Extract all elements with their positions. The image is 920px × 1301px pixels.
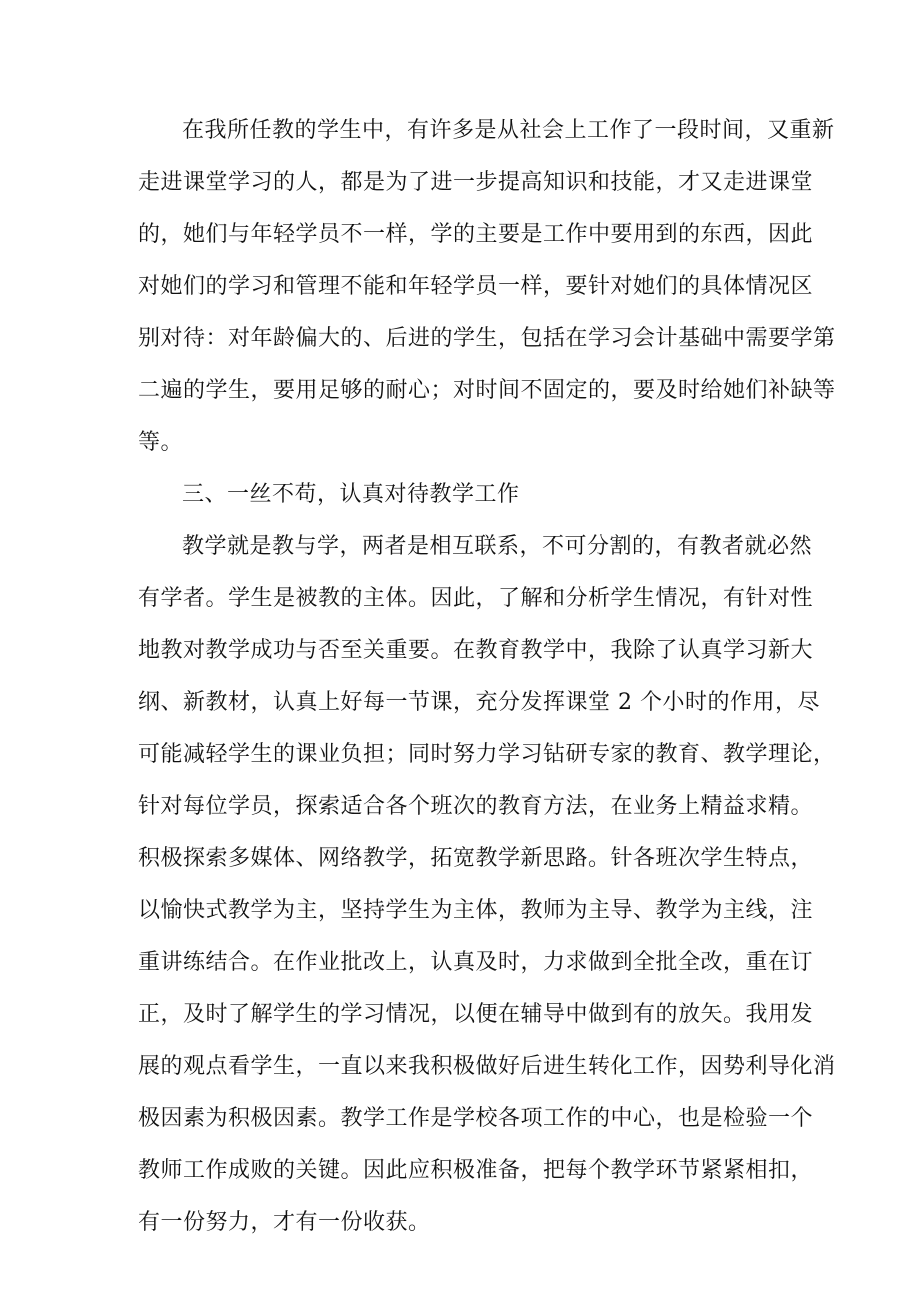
paragraph-2-line-6: 针对每位学员，探索适合各个班次的教育方法，在业务上精益求精。 [138, 794, 814, 819]
paragraph-2-line-1: 教学就是教与学，两者是相互联系，不可分割的，有教者就必然 [182, 534, 813, 559]
paragraph-2-line-7: 积极探索多媒体、网络教学，拓宽教学新思路。针各班次学生特点， [138, 846, 814, 871]
paragraph-2-line-12: 极因素为积极因素。教学工作是学校各项工作的中心，也是检验一个 [138, 1106, 814, 1131]
paragraph-2-line-8: 以愉快式教学为主，坚持学生为主体，教师为主导、教学为主线，注 [138, 898, 814, 923]
paragraph-2-line-13: 教师工作成败的关键。因此应积极准备，把每个教学环节紧紧相扣， [138, 1158, 814, 1183]
paragraph-1-line-2: 走进课堂学习的人，都是为了进一步提高知识和技能，才又走进课堂 [138, 170, 814, 195]
paragraph-2-line-10: 正，及时了解学生的学习情况，以便在辅导中做到有的放矢。我用发 [138, 1002, 814, 1027]
paragraph-2-line-2: 有学者。学生是被教的主体。因此，了解和分析学生情况，有针对性 [138, 586, 814, 611]
paragraph-1-line-7: 等。 [138, 430, 184, 455]
paragraph-1-line-6: 二遍的学生，要用足够的耐心；对时间不固定的，要及时给她们补缺等 [138, 378, 836, 403]
paragraph-2-line-4: 纲、新教材，认真上好每一节课，充分发挥课堂 2 个小时的作用，尽 [138, 690, 820, 715]
paragraph-1-line-4: 对她们的学习和管理不能和年轻学员一样，要针对她们的具体情况区 [138, 274, 814, 299]
paragraph-2-line-14: 有一份努力，才有一份收获。 [138, 1210, 431, 1235]
paragraph-2-line-11: 展的观点看学生，一直以来我积极做好后进生转化工作，因势利导化消 [138, 1054, 836, 1079]
paragraph-2-line-5: 可能减轻学生的课业负担；同时努力学习钻研专家的教育、教学理论， [138, 742, 836, 767]
paragraph-1-line-3: 的，她们与年轻学员不一样，学的主要是工作中要用到的东西，因此 [138, 222, 814, 247]
paragraph-1-line-5: 别对待：对年龄偏大的、后进的学生，包括在学习会计基础中需要学第 [138, 326, 836, 351]
paragraph-2-line-3: 地教对教学成功与否至关重要。在教育教学中，我除了认真学习新大 [138, 638, 814, 663]
paragraph-2-line-9: 重讲练结合。在作业批改上，认真及时，力求做到全批全改，重在订 [138, 950, 814, 975]
section-heading-3: 三、一丝不苟，认真对待教学工作 [182, 482, 520, 507]
paragraph-1-line-1: 在我所任教的学生中，有许多是从社会上工作了一段时间，又重新 [182, 118, 835, 143]
